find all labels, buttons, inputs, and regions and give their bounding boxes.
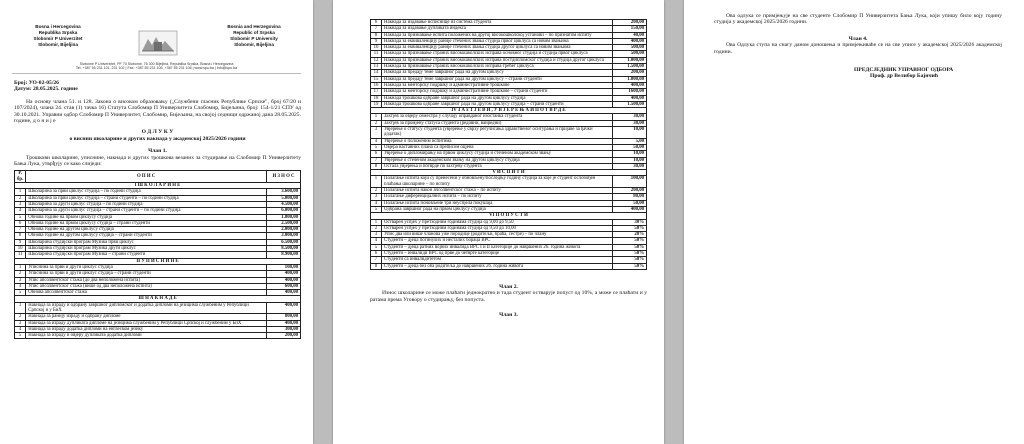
row-number: 6	[15, 220, 26, 226]
row-amount: 8.900,00	[267, 252, 301, 258]
row-description: Студенти са инвалидитетом	[382, 257, 613, 263]
row-description: Школарина за други циклус студија – страни студенти – по години студија	[26, 208, 267, 214]
row-amount: 50,00	[613, 200, 647, 206]
row-amount: 50,00	[613, 144, 647, 150]
row-amount: 200,00	[613, 20, 647, 26]
row-description: Увјерење о статусу студента (увјерење у сврху регулисања здравственог осигурања и пријаве за ђачки додатак)	[382, 127, 613, 139]
table-row	[371, 263, 647, 269]
row-amount: 80,00	[613, 194, 647, 200]
column-header-number: Р. бр.	[15, 171, 26, 183]
row-number: 1	[15, 264, 26, 270]
table-row	[15, 333, 301, 339]
row-description: Захтјев за промјену статуса студента (редовни, ванредни)	[382, 120, 613, 126]
row-number: 7	[371, 257, 382, 263]
row-number: 13	[371, 64, 382, 70]
row-number: 8	[371, 32, 382, 38]
row-amount: 200,00	[267, 333, 301, 339]
row-description: Накнада за израду дупликата дипломе на језицима службеним у Републици Српској и службеним у БиХ	[26, 320, 267, 326]
table-row	[371, 176, 647, 188]
row-description: Накнада за ранију израду и одбрану дипломе	[26, 314, 267, 320]
letterhead-left-line: Slobomir, Bijeljina	[38, 42, 78, 47]
row-description: Полагање диференцијалних испита – по испиту	[382, 194, 613, 200]
row-amount: 6.000,00	[267, 208, 301, 214]
row-amount: 400,00	[267, 271, 301, 277]
row-number: 5	[15, 290, 26, 296]
row-number: 6	[371, 151, 382, 157]
row-description: Уписнина за први и други циклус студија	[26, 264, 267, 270]
row-number: 1	[15, 189, 26, 195]
row-description: Школарина за први циклус студија – по години студија	[26, 189, 267, 195]
row-description: Остварен успјех у претходним годинама студија од 9,00 до 9,50	[382, 219, 613, 225]
row-description: Увјерење о стеченом академском звању на другом циклусу студија	[382, 157, 613, 163]
row-number: 11	[15, 252, 26, 258]
row-number: 19	[371, 101, 382, 107]
row-description: Школарина студијски програм Музика – страни студенти	[26, 252, 267, 258]
row-description: Накнада трошкова одбране завршног рада на другом циклусу студија	[382, 95, 613, 101]
row-description: Накнада за предају теме завршног рада на другом циклусу	[382, 70, 613, 76]
row-number: 5	[371, 144, 382, 150]
row-description: Студенти – дјеца погинулих и несталих бораца ВРС	[382, 238, 613, 244]
row-amount: 20%	[613, 232, 647, 238]
row-amount: 6.500,00	[267, 239, 301, 245]
decision-title: О Д Л У К У	[141, 129, 174, 136]
letterhead-left	[12, 24, 104, 48]
row-number: 1	[371, 176, 382, 188]
row-amount: 400,00	[613, 38, 647, 44]
letterhead-contact	[12, 62, 301, 70]
row-number: 7	[371, 157, 382, 163]
row-description: Накнада за признавање испита положених на другој високошколској установи – по признатом испиту	[382, 32, 613, 38]
row-description: Остварен успјех у претходним годинама студија од 9,50 до 10,00	[382, 225, 613, 231]
row-amount: 400,00	[267, 290, 301, 296]
row-number: 7	[15, 227, 26, 233]
row-amount: 600,00	[267, 283, 301, 289]
row-description: Накнада за признавање страних високошколских исправа трећег циклуса	[382, 64, 613, 70]
row-amount: 400,00	[267, 277, 301, 283]
row-amount: 50%	[613, 263, 647, 269]
row-number: 6	[371, 250, 382, 256]
row-number: 12	[371, 57, 382, 63]
row-description: Студенти – дјеца без оба родитеља до навршених 26. година живота	[382, 263, 613, 269]
row-amount: 10,00	[613, 157, 647, 163]
row-description: Обнова апсолвентског стажа	[26, 290, 267, 296]
document-number: Број: УО-02-05/26	[14, 80, 59, 86]
letterhead-right-line: Republic of Srpska	[233, 30, 275, 35]
section-heading: I Ш К О Л А Р И Н Е	[15, 183, 301, 189]
section-heading: III Н А К Н А Д Е	[15, 296, 301, 302]
university-logo	[138, 30, 178, 56]
article-3-text: Ова одлука се примјењује на све студенте Слобомир П Универзитета Бања Лука, који упишу било коју годину студија у академској 2025/2026 години.	[714, 13, 1002, 26]
row-amount: 50%	[613, 244, 647, 250]
row-amount: 10,00	[613, 151, 647, 157]
row-description: Накнада за издавање дупликата индекса	[382, 26, 613, 32]
row-number: 3	[15, 277, 26, 283]
row-description: Упис апсолвентског стажа (више од два неположена испита)	[26, 283, 267, 289]
document-date: Датум: 28.05.2025. године	[14, 86, 78, 93]
row-amount: 10,00	[613, 127, 647, 139]
row-number: 5	[371, 244, 382, 250]
preamble: На основу члана 51. и 128. Закона о високом образовању („Службени гласник Републике Српске", број 67/20 и 107/2024), члана 24. став (1) тачка 16) Статута Слобомир П Универзитета Слобомир, Бијељина, број: 154-1/21 СПУ од 30.10.2021. Управни одбор Слобомир П Универзитет, Слобомир, Бијељина, на својој седници одржаној дана 28.05.2025. године, д о н и ј е	[14, 98, 301, 125]
row-description: Уписнина за први и други циклус студија – страни студенти	[26, 271, 267, 277]
row-number: 10	[371, 45, 382, 51]
row-description: Накнада за признавање страних високошколских исправа постдипломског студија и студија другог циклуса	[382, 57, 613, 63]
row-number: 6	[371, 20, 382, 26]
row-number: 4	[15, 208, 26, 214]
row-amount: 40,00	[613, 32, 647, 38]
article-1-text: Трошкови школарине, уписнине, накнада и других трошкова везаних за студирање на Слобомир П Универзитету Бања Лука, утврђују се како слиједи:	[14, 154, 301, 168]
signature-name: Проф. др Велибор Бајичић	[870, 73, 938, 80]
row-number: 2	[15, 314, 26, 320]
fees-table-part-2	[370, 19, 647, 270]
row-description: Обнова године на првом циклусу студија	[26, 214, 267, 220]
row-number: 3	[15, 320, 26, 326]
row-amount: 1.500,00	[613, 64, 647, 70]
row-amount: 30%	[613, 219, 647, 225]
row-description: Накнада за предају теме завршног рада на другом циклусу – страни студенти	[382, 76, 613, 82]
row-number: 17	[371, 89, 382, 95]
table-header-row	[15, 171, 301, 183]
row-number: 4	[15, 283, 26, 289]
table-row	[15, 302, 301, 314]
row-description: Полагање испита након апсолвентског стажа – по испиту	[382, 188, 613, 194]
row-description: Накнада за менторску подршку и административне трошкове	[382, 82, 613, 88]
row-amount: 400,00	[613, 95, 647, 101]
row-amount: 1600,00	[613, 89, 647, 95]
row-amount: 500,00	[613, 45, 647, 51]
fees-table-part-1	[14, 170, 301, 339]
decision-subtitle: о висини школарине и других накнада у академској 2025/2026 години	[69, 135, 246, 142]
row-amount: 2.000,00	[267, 227, 301, 233]
row-amount: 800,00	[267, 314, 301, 320]
row-description: Школарина студијски програм Музика други циклус	[26, 246, 267, 252]
row-description: Накнада за израду и одбрану завршног дипломског и додатка дипломи на језицима службеним у Републици Српској и у БиХ	[26, 302, 267, 314]
row-number: 2	[15, 271, 26, 277]
row-description: Школарина за први циклус студија – страни студенти – по години студија	[26, 195, 267, 201]
row-description: Накнада за менторску подршку и административне трошкове – страни студенти	[382, 89, 613, 95]
row-number: 7	[371, 26, 382, 32]
row-amount: 200,00	[613, 188, 647, 194]
row-number: 5	[15, 214, 26, 220]
row-number: 5	[15, 333, 26, 339]
row-amount: 1.500,00	[613, 101, 647, 107]
row-number: 18	[371, 95, 382, 101]
row-number: 1	[371, 219, 382, 225]
page-1-body	[0, 74, 313, 339]
letterhead-left-line: Bosna i Hercegovina	[35, 24, 81, 29]
row-number: 4	[371, 138, 382, 144]
row-description: Увјерење о дипломирању на првом циклусу студија и стеченом академском звању	[382, 151, 613, 157]
row-description: Увјерење о положеним испитима	[382, 138, 613, 144]
row-amount: 500,00	[613, 51, 647, 57]
letterhead	[12, 0, 301, 74]
letterhead-left-line: Slobomir P Univerzitet	[33, 36, 83, 41]
row-amount: 5,00	[613, 138, 647, 144]
row-amount: 30,00	[613, 114, 647, 120]
row-number: 10	[15, 246, 26, 252]
section-heading: II У П И С Н И Н Е	[15, 258, 301, 264]
section-heading: VI П О П У С Т И	[371, 213, 647, 219]
row-amount: 100,00	[613, 176, 647, 188]
row-number: 3	[371, 127, 382, 139]
row-number: 4	[15, 326, 26, 332]
document-page-2	[333, 0, 664, 444]
row-amount: 1.800,00	[267, 214, 301, 220]
row-description: Полагање испита поновљене три неуспјела покушаја	[382, 200, 613, 206]
row-number: 3	[15, 201, 26, 207]
row-description: Студенти – дјеца ратних војних инвалида ВРС I и II категорије до навршених 26. година живота	[382, 244, 613, 250]
row-number: 3	[371, 232, 382, 238]
row-amount: 50%	[613, 238, 647, 244]
page-3-body	[684, 0, 1024, 80]
document-page-1	[0, 0, 313, 444]
signature-title: ПРЕДСЈЕДНИК УПРАВНОГ ОДБОРА	[854, 67, 954, 74]
row-number: 4	[371, 200, 382, 206]
row-description: Овјера наставних плана са преписом оцјена	[382, 144, 613, 150]
row-amount: 1.000,00	[613, 76, 647, 82]
article-3-heading: Члан 3.	[499, 312, 518, 319]
row-amount: 1.000,00	[613, 57, 647, 63]
row-number: 2	[371, 225, 382, 231]
row-amount: 200,00	[613, 70, 647, 76]
row-number: 2	[371, 120, 382, 126]
row-number: 8	[371, 163, 382, 169]
letterhead-right-line: Slobomir, Bijeljina	[234, 42, 274, 47]
table-row	[371, 127, 647, 139]
row-description: Накнада за израду и овјеру дупликата додатка дипломи	[26, 333, 267, 339]
row-number: 1	[371, 114, 382, 120]
column-header-description: О П И С	[26, 171, 267, 183]
row-description: Школарина за други циклус студија – по години студија	[26, 201, 267, 207]
row-amount: 3.600,00	[267, 189, 301, 195]
column-header-amount: И З Н О С	[267, 171, 301, 183]
row-amount: 400,00	[613, 206, 647, 212]
row-number: 2	[15, 195, 26, 201]
section-heading: IV З А х Т Ј Е В И , У В Ј Е Р Е Њ А И П О Т В Р Д Е	[371, 108, 647, 114]
article-1-heading: Члан 1.	[148, 148, 167, 155]
page-2-body	[333, 0, 664, 319]
row-description: Обнова године на другом циклусу студија	[26, 227, 267, 233]
row-number: 8	[15, 233, 26, 239]
row-amount: 400,00	[613, 82, 647, 88]
row-description: Студенти – инвалиди ВРС од прве до четврте категорије	[382, 250, 613, 256]
article-2-heading: Члан 2.	[499, 283, 518, 290]
letterhead-left-line: Republika Srpska	[38, 30, 78, 35]
contact-line: Tel: +387 55 231 101, 231 102 | Fax: +387 55 231 105, +387 55 231 106 | www.spu.ba | info@spu.ba	[75, 66, 238, 71]
row-description: Одбрана завршног рада на првом циклусу студија	[382, 206, 613, 212]
letterhead-right-line: Bosnia and Herzegovina	[227, 24, 281, 29]
row-description: Обнова године на другом циклусу студија – страни студенти	[26, 233, 267, 239]
row-number: 9	[371, 38, 382, 44]
row-amount: 100,00	[267, 264, 301, 270]
row-number: 11	[371, 51, 382, 57]
row-description: Захтјев за овјеру семестра у случају оправданог изостанка студента	[382, 114, 613, 120]
row-description: Остала увјерења и потврде по захтјеву студента	[382, 163, 613, 169]
row-description: Обнова године на првом циклусу студија – страни студенти	[26, 220, 267, 226]
row-amount: 2.500,00	[267, 220, 301, 226]
row-amount: 50%	[613, 257, 647, 263]
row-description: Накнада трошкова одбране завршног рада на другом циклусу студија – страни студенти	[382, 101, 613, 107]
row-number: 14	[371, 70, 382, 76]
row-description: Накнада за признавање страних високошколских исправа основног студија и студија првог циклуса	[382, 51, 613, 57]
row-amount: 3.000,00	[267, 233, 301, 239]
row-amount: 5.000,00	[267, 195, 301, 201]
row-description: Накнада за еквиваленцију раније стечених звања студија другог циклуса са новим звањима	[382, 45, 613, 51]
row-number: 2	[371, 188, 382, 194]
row-description: Упис два или више чланова уже породице (родитељи, браћа, сестре) – по члану	[382, 232, 613, 238]
row-number: 16	[371, 82, 382, 88]
letterhead-right	[208, 24, 300, 48]
row-description: Упис апсолвентског стажа (до два неположена испита)	[26, 277, 267, 283]
row-amount: 50%	[613, 225, 647, 231]
contact-line: Slobomir P Univerzitet, PF 70 Slobomir, 76 300 Bijeljina, Republika Srpska, Bosna i Hercegovina	[79, 62, 234, 66]
row-description: Накнада за израду додатка дипломи на енглеском језику	[26, 326, 267, 332]
row-amount: 30,00	[613, 120, 647, 126]
row-number: 15	[371, 76, 382, 82]
row-number: 9	[15, 239, 26, 245]
document-page-3	[684, 0, 1024, 444]
row-amount: 8.500,00	[267, 246, 301, 252]
row-amount: 400,00	[267, 320, 301, 326]
article-2-text: Износ школарине се може плаћати једнократно и тада студент остварује попуст од 10%, а може се плаћати и у ратама према Уговору о студирању, без попуста.	[370, 290, 647, 303]
row-number: 1	[15, 302, 26, 314]
row-amount: 50%	[613, 250, 647, 256]
row-amount: 400,00	[267, 302, 301, 314]
row-description: Накнада за издавање исписнице из система студента	[382, 20, 613, 26]
row-number: 5	[371, 206, 382, 212]
row-number: 3	[371, 194, 382, 200]
article-4-text: Ова Одлука ступа на снагу даном доношења и примјењиваће се на све уписе у академској 2025/2026 академској години.	[714, 42, 1002, 55]
row-amount: 30,00	[613, 163, 647, 169]
row-amount: 300,00	[267, 326, 301, 332]
row-number: 8	[371, 263, 382, 269]
section-heading: V И С П И Т И	[371, 170, 647, 176]
row-description: Полагање испита који су пренесени у обновљену/последњу годину студија за које је студент ослобођен плаћања школарине – по испиту	[382, 176, 613, 188]
row-description: Накнада за еквиваленцију раније стечених звања студија првог циклуса са новим звањима	[382, 38, 613, 44]
row-description: Школарина студијски програм Музика први циклус	[26, 239, 267, 245]
article-4-heading: Члан 4.	[848, 35, 868, 42]
row-number: 4	[371, 238, 382, 244]
row-amount: 150,00	[613, 26, 647, 32]
row-amount: 4.500,00	[267, 201, 301, 207]
letterhead-right-line: Slobomir P University	[230, 36, 278, 41]
